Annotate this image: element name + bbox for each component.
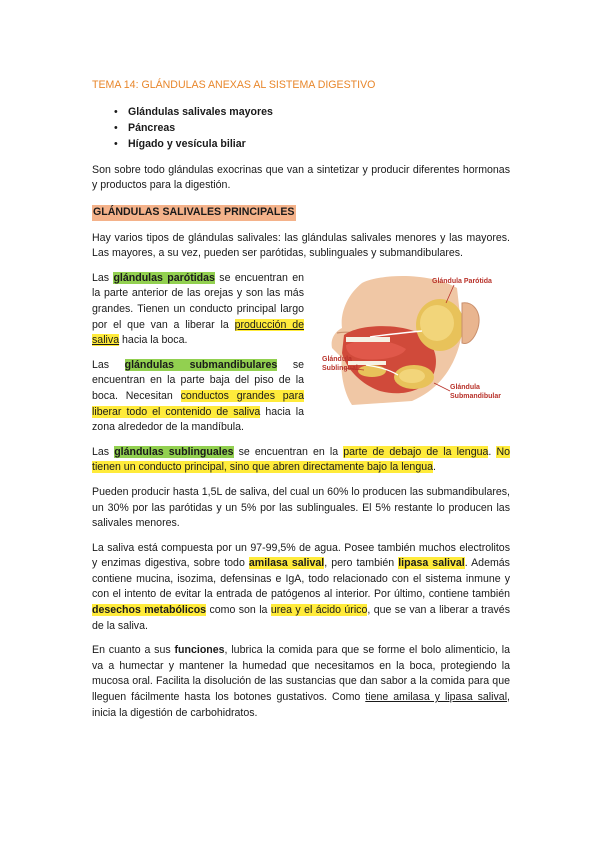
submandibular-label: Glándula [450, 383, 480, 391]
sublingual-label-2: Sublingual [322, 364, 358, 372]
no-duct-highlight: No tienen un conducto principal, sino que abren directamente bajo la lengua [92, 445, 510, 474]
list-item: • Hígado y vesícula biliar [92, 136, 510, 152]
submandibular-label-2: Submandibular [450, 392, 501, 400]
saliva-production-highlight: producción de saliva [92, 318, 304, 347]
section-heading: GLÁNDULAS SALIVALES PRINCIPALES [92, 205, 296, 221]
list-item: • Páncreas [92, 120, 510, 136]
composition-paragraph: La saliva está compuesta por un 97-99,5% de agua. Posee también muchos electrolitos y enzimas digestiva, sobre todo amilasa salival, pero también lipasa salival. Además contiene mucina, isozima, defensinas e IgA, todo relacionado con el sistema inmune y con el intento de evitar la entrada de patógenos al interior. Por último, contiene también desechos metabólicos como son la urea y el ácido úrico, que se van a liberar a través de la saliva. [92, 541, 510, 632]
lipase-highlight: lipasa salival [398, 557, 465, 570]
amount-paragraph: Pueden producir hasta 1,5L de saliva, del cual un 60% lo producen las submandibulares, un 30% por las parótidas y un 5% por las sublinguales. El 5% restante lo producen las salivales menores. [92, 485, 510, 530]
glands-block [92, 271, 510, 436]
sublingual-paragraph: Las glándulas sublinguales se encuentran en la parte de debajo de la lengua. No tienen un conducto principal, sino que abren directamente bajo la lengua. [92, 445, 510, 474]
functions-bold: funciones [174, 644, 225, 657]
parotid-paragraph: Las glándulas parótidas se encuentran en la parte anterior de las orejas y son las más grandes. Tienen un conducto principal largo por el que van a liberar la producción de saliva hacia la boca. [92, 271, 305, 347]
document-page [92, 78, 510, 730]
submandibular-highlight: glándulas submandibulares [124, 358, 278, 371]
intro-paragraph: Son sobre todo glándulas exocrinas que van a sintetizar y producir diferentes hormonas y productos para la digestión. [92, 163, 510, 192]
glands-text-column [92, 271, 304, 436]
list-item: • Glándulas salivales mayores [92, 104, 510, 120]
amylase-highlight: amilasa salival [248, 557, 325, 570]
submandibular-paragraph: Las glándulas submandibulares se encuentran en la parte baja del piso de la boca. Necesitan conductos grandes para liberar todo el contenido de saliva hacia la zona alrededor de la mandíbula. [92, 358, 305, 434]
parotid-label: Glándula Parótida [432, 277, 492, 285]
parotid-highlight: glándulas parótidas [113, 271, 215, 284]
sublingual-highlight: glándulas sublinguales [114, 445, 234, 458]
functions-paragraph: En cuanto a sus funciones, lubrica la comida para que se forme el bolo alimenticio, la va a humectar y mantener la humedad que necesitamos en la boca, protegiendo la mucosa oral. Facilita la disolución de las sustancias que dan sabor a la comida para que lleguen fácilmente hasta los botones gustativos. Como tiene amilasa y lipasa salival, inicia la digestión de carbohidratos. [92, 644, 511, 719]
urea-highlight: urea y el ácido úrico [270, 604, 368, 617]
types-paragraph: Hay varios tipos de glándulas salivales: las glándulas salivales menores y las mayores. Las mayores, a su vez, pueden ser parótidas, sublinguales y submandibulares. [92, 231, 510, 260]
amylase-lipase-underline: tiene amilasa y lipasa salival [365, 691, 508, 704]
large-ducts-highlight: conductos grandes para liberar todo el contenido de saliva [92, 389, 304, 418]
anatomy-image [322, 273, 510, 408]
sublingual-label: Glándula [322, 355, 352, 363]
under-tongue-highlight: parte de debajo de la lengua [343, 445, 489, 458]
salivary-glands-illustration [322, 273, 510, 408]
metabolic-waste-highlight: desechos metabólicos [92, 604, 207, 617]
topic-list [92, 104, 510, 153]
page-title: TEMA 14: GLÁNDULAS ANEXAS AL SISTEMA DIGESTIVO [92, 79, 376, 91]
